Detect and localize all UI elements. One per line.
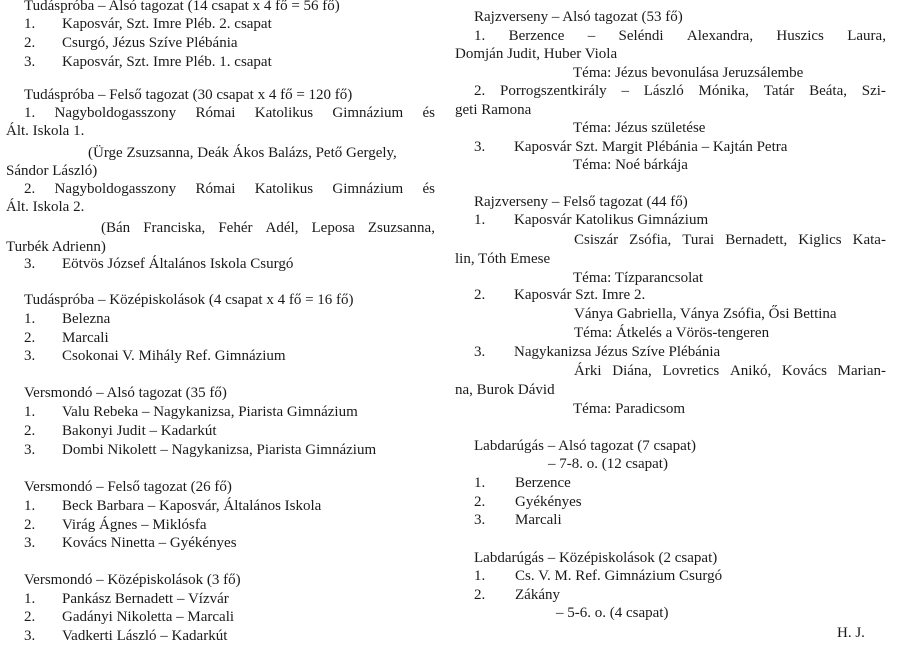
rank: 3. (474, 139, 486, 155)
rank: 2. (474, 494, 486, 510)
rank: 2. (24, 609, 36, 625)
rank: 1. (24, 404, 36, 420)
rank: 2. (24, 35, 36, 51)
list-item (24, 422, 217, 440)
list-item (24, 534, 237, 552)
team-members: Turbék Adrienn) (6, 239, 106, 255)
rank: 1. (474, 475, 486, 491)
rank: 2. (24, 330, 36, 346)
word: Római (195, 105, 236, 121)
word: Bernadett, (725, 232, 788, 248)
list-item (474, 567, 722, 585)
word: – (621, 83, 629, 99)
word: Turai (682, 232, 715, 248)
entry-text: Kaposvár Szt. Imre 2. (514, 287, 646, 303)
word: Tatár (763, 83, 795, 99)
section-heading: Rajzverseny – Felső tagozat (44 fő) (474, 194, 688, 210)
entry-text: Valu Rebeka – Nagykanizsa, Piarista Gimnázium (62, 404, 358, 420)
entry-text: Kaposvár Szt. Margit Plébánia – Kajtán Petra (514, 139, 788, 155)
word: Anikó, (729, 363, 772, 379)
list-item-line: geti Ramona (455, 102, 532, 118)
rank: 2. (24, 423, 36, 439)
rank: 3. (24, 628, 36, 644)
word: Katolikus (254, 181, 314, 197)
entry-text: Berzence (515, 475, 571, 491)
word: László (643, 83, 684, 99)
team-members: (Ürge Zsuzsanna, Deák Ákos Balázs, Pető Gergely, (88, 145, 397, 161)
word: Fehér (218, 220, 253, 236)
list-item (24, 53, 272, 71)
rank: 1. (474, 28, 486, 44)
word: és (422, 105, 435, 121)
theme: Téma: Paradicsom (573, 401, 686, 417)
list-item (24, 590, 229, 608)
rank: 1. (24, 591, 36, 607)
rank: 1. (474, 568, 486, 584)
entry-text: Beck Barbara – Kaposvár, Általános Iskola (62, 498, 322, 514)
word: Seléndi (618, 28, 664, 44)
list-item (474, 286, 645, 304)
entry-text: Bakonyi Judit – Kadarkút (62, 423, 217, 439)
rank: 1. (474, 212, 486, 228)
list-item (24, 497, 321, 515)
word: (Bán (101, 220, 131, 236)
word: Csiszár (574, 232, 619, 248)
word: Berzence (508, 28, 565, 44)
list-item (24, 608, 234, 626)
list-item-line: Ált. Iskola 1. (6, 123, 85, 139)
entry-text: Belezna (62, 311, 111, 327)
list-item-line (24, 104, 435, 122)
team-members: na, Burok Dávid (455, 382, 555, 398)
rank: 1. (24, 311, 36, 327)
rank: 3. (474, 344, 486, 360)
section-heading: Tudáspróba – Alsó tagozat (14 csapat x 4 fő = 56 fő) (24, 0, 340, 14)
list-item (24, 516, 207, 534)
word: és (422, 181, 435, 197)
list-item (24, 255, 293, 273)
list-item (24, 627, 227, 645)
entry-text: Marcali (515, 512, 562, 528)
section-subheading: – 7-8. o. (12 csapat) (548, 456, 668, 472)
word: Kovács (781, 363, 827, 379)
list-item (24, 15, 272, 33)
section-heading: Versmondó – Középiskolások (3 fő) (24, 572, 241, 588)
entry-text: Kovács Ninetta – Gyékényes (62, 535, 237, 551)
word: Diána, (612, 363, 652, 379)
word: Franciska, (143, 220, 206, 236)
list-item-line: Ált. Iskola 2. (6, 199, 85, 215)
entry-text: Kaposvár, Szt. Imre Pléb. 2. csapat (62, 16, 272, 32)
entry-text: Cs. V. M. Ref. Gimnázium Csurgó (515, 568, 723, 584)
team-members (101, 219, 435, 237)
theme: Téma: Noé bárkája (573, 157, 688, 173)
rank: 3. (24, 535, 36, 551)
list-item-line (24, 180, 435, 198)
entry-text: Dombi Nikolett – Nagykanizsa, Piarista Gimnázium (62, 442, 377, 458)
theme: Téma: Átkelés a Vörös-tengeren (574, 325, 770, 341)
word: Nagyboldogasszony (54, 181, 177, 197)
entry-text: Marcali (62, 330, 109, 346)
word: Gimnázium (332, 181, 404, 197)
word: Római (195, 181, 236, 197)
list-item (24, 329, 109, 347)
entry-text: Csurgó, Jézus Szíve Plébánia (62, 35, 238, 51)
entry-text: Nagykanizsa Jézus Szíve Plébánia (514, 344, 721, 360)
theme: Téma: Jézus bevonulása Jeruzsálembe (573, 65, 804, 81)
rank: 3. (474, 512, 486, 528)
entry-text: Eötvös József Általános Iskola Csurgó (62, 256, 294, 272)
word: Huszics (776, 28, 824, 44)
list-item (474, 211, 708, 229)
word: – (587, 28, 596, 44)
word: Lovretics (662, 363, 720, 379)
word: Alexandra, (686, 28, 754, 44)
word: Kata- (852, 232, 886, 248)
section-subheading: – 5-6. o. (4 csapat) (556, 605, 669, 621)
section-heading: Versmondó – Felső tagozat (26 fő) (24, 479, 232, 495)
section-heading: Rajzverseny – Alsó tagozat (53 fő) (474, 9, 683, 25)
word: Adél, (265, 220, 299, 236)
list-item-line (474, 82, 886, 100)
word: Árki (574, 363, 602, 379)
rank: 3. (24, 348, 36, 364)
section-heading: Labdarúgás – Középiskolások (2 csapat) (474, 550, 718, 566)
theme: Téma: Jézus születése (573, 120, 706, 136)
list-item-line: Domján Judit, Huber Viola (455, 46, 618, 62)
rank: 2. (24, 181, 36, 197)
rank: 2. (24, 517, 36, 533)
list-item (24, 403, 358, 421)
rank: 3. (24, 442, 36, 458)
word: Porrogszentkirály (500, 83, 607, 99)
list-item (474, 138, 787, 156)
rank: 3. (24, 256, 36, 272)
list-item (474, 474, 571, 492)
list-item-line (474, 27, 886, 45)
section-heading: Tudáspróba – Felső tagozat (30 csapat x 4 fő = 120 fő) (24, 87, 353, 103)
word: Zsófia, (629, 232, 672, 248)
team-members: lin, Tóth Emese (455, 251, 551, 267)
entry-text: Gadányi Nikoletta – Marcali (62, 609, 235, 625)
rank: 2. (474, 83, 486, 99)
word: Laura, (847, 28, 886, 44)
word: Gimnázium (332, 105, 404, 121)
team-members: Sándor László) (6, 163, 98, 179)
list-item (474, 343, 720, 361)
rank: 1. (24, 16, 36, 32)
word: Mónika, (698, 83, 749, 99)
list-item (24, 347, 286, 365)
list-item (474, 511, 562, 529)
entry-text: Kaposvár, Szt. Imre Pléb. 1. csapat (62, 54, 272, 70)
entry-text: Zákány (515, 587, 560, 603)
word: Nagyboldogasszony (54, 105, 177, 121)
section-heading: Labdarúgás – Alsó tagozat (7 csapat) (474, 438, 697, 454)
entry-text: Vadkerti László – Kadarkút (62, 628, 228, 644)
word: Kiglics (798, 232, 842, 248)
list-item (474, 586, 560, 604)
section-heading: Tudáspróba – Középiskolások (4 csapat x 4 fő = 16 fő) (24, 292, 354, 308)
word: Marian- (837, 363, 886, 379)
word: Leposa (311, 220, 355, 236)
rank: 1. (24, 105, 36, 121)
rank: 1. (24, 498, 36, 514)
team-members: Ványa Gabriella, Ványa Zsófia, Ősi Bettina (574, 306, 837, 322)
section-heading: Versmondó – Alsó tagozat (35 fő) (24, 385, 227, 401)
word: Zsuzsanna, (367, 220, 435, 236)
list-item (24, 441, 376, 459)
word: Katolikus (254, 105, 314, 121)
entry-text: Pankász Bernadett – Vízvár (62, 591, 229, 607)
team-members (574, 231, 886, 249)
rank: 3. (24, 54, 36, 70)
list-item (24, 310, 110, 328)
word: Beáta, (809, 83, 847, 99)
author-signature: H. J. (837, 625, 865, 641)
entry-text: Kaposvár Katolikus Gimnázium (514, 212, 709, 228)
team-members (574, 362, 886, 380)
list-item (24, 34, 238, 52)
list-item (474, 493, 582, 511)
word: Szi- (861, 83, 886, 99)
entry-text: Gyékényes (515, 494, 582, 510)
rank: 2. (474, 287, 486, 303)
entry-text: Virág Ágnes – Miklósfa (62, 517, 207, 533)
rank: 2. (474, 587, 486, 603)
entry-text: Csokonai V. Mihály Ref. Gimnázium (62, 348, 286, 364)
theme: Téma: Tízparancsolat (573, 270, 704, 286)
